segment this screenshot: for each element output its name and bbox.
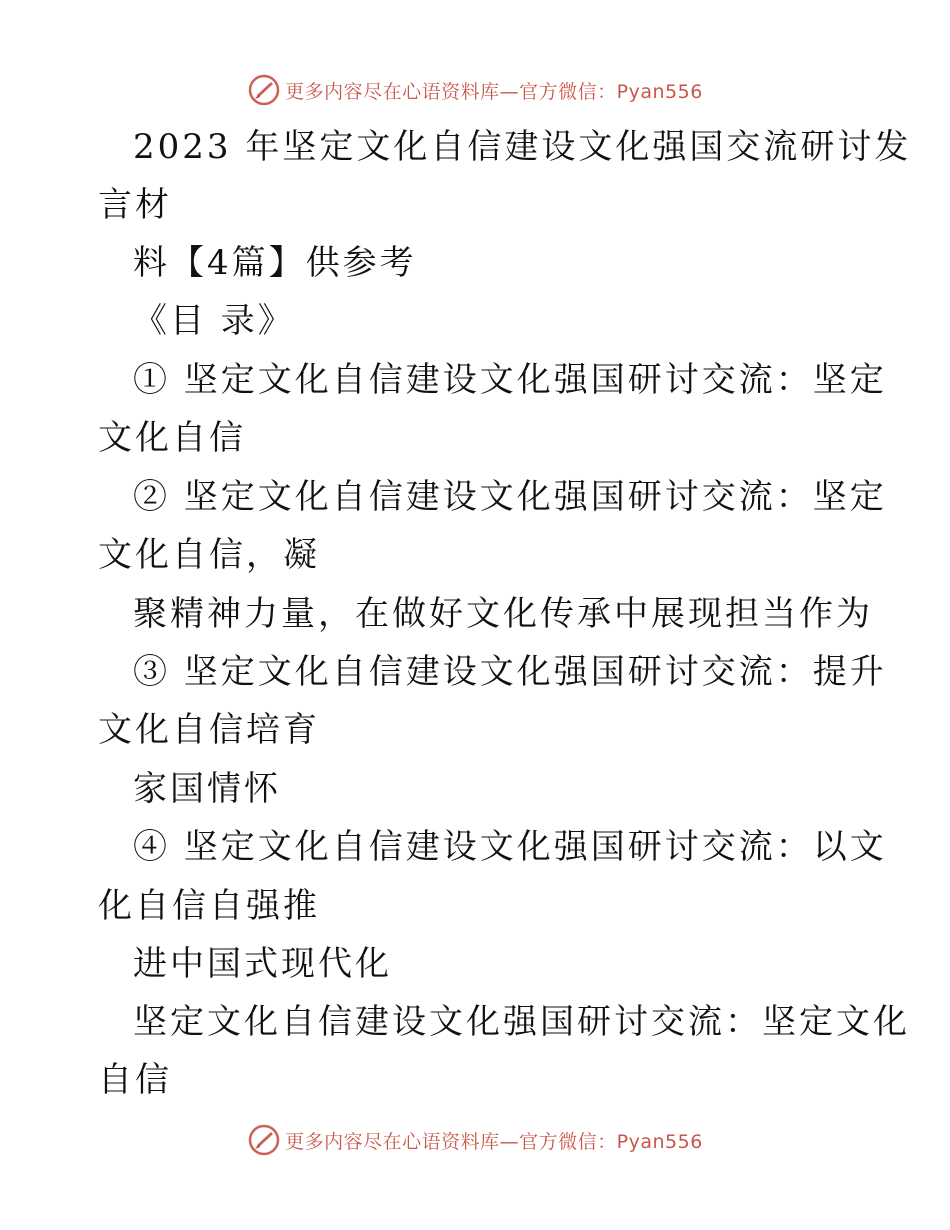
brand-logo-icon [247, 1123, 281, 1157]
brand-logo-icon [247, 73, 281, 107]
section-title-line-2: 自信 [98, 1060, 172, 1100]
toc-item-3-line-3: 家国情怀 [133, 769, 281, 809]
toc-item-4-line-2: 化自信自强推 [98, 886, 320, 926]
toc-item-2-line-2: 文化自信，凝 [98, 535, 320, 575]
toc-item-2-line-1: ② 坚定文化自信建设文化强国研讨交流：坚定 [133, 477, 887, 517]
toc-item-1-line-1: ① 坚定文化自信建设文化强国研讨交流：坚定 [133, 360, 887, 400]
toc-item-4-line-1: ④ 坚定文化自信建设文化强国研讨交流：以文 [133, 827, 887, 867]
toc-item-3-line-2: 文化自信培育 [98, 710, 320, 750]
section-title-line-1: 坚定文化自信建设文化强国研讨交流：坚定文化 [133, 1002, 910, 1042]
footer-watermark [0, 1120, 950, 1160]
doc-title-line-2: 言材 [98, 185, 172, 225]
toc-item-3-line-1: ③ 坚定文化自信建设文化强国研讨交流：提升 [133, 652, 887, 692]
header-watermark [0, 70, 950, 110]
watermark-text: 更多内容尽在心语资料库—官方微信：Pyan556 [285, 1130, 703, 1153]
toc-item-1-line-2: 文化自信 [98, 418, 246, 458]
toc-item-4-line-3: 进中国式现代化 [133, 944, 392, 984]
doc-title-line-1: 2023 年坚定文化自信建设文化强国交流研讨发 [133, 127, 912, 167]
watermark-text: 更多内容尽在心语资料库—官方微信：Pyan556 [285, 80, 703, 103]
toc-item-2-line-3: 聚精神力量，在做好文化传承中展现担当作为 [133, 594, 873, 634]
doc-title-line-3: 料【4篇】供参考 [133, 243, 417, 283]
toc-heading: 《目 录》 [133, 301, 295, 341]
